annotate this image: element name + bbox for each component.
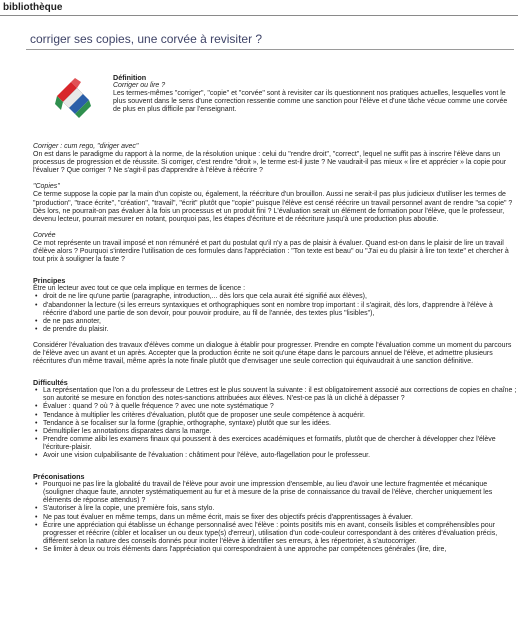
list-item: • Démultiplier les annotations disparates dans la marge. <box>43 428 517 436</box>
list-item: • d'abandonner la lecture (si les erreurs syntaxiques et orthographiques sont en nombre trop important : il s'agirait, dès lors, d'apprendre à l'élève à réécrire d'abord une partie de son devoir, pour pouvoir produire, au fil de l'année, des textes plus "lisibles"), <box>43 302 517 318</box>
preconisations-list <box>33 481 517 554</box>
list-item: • S'autoriser à lire la copie, une première fois, sans stylo. <box>43 505 517 513</box>
principes-heading: Principes <box>33 276 66 286</box>
title-divider <box>26 49 514 50</box>
list-item: • Avoir une vision culpabilisante de l'évaluation : châtiment pour l'élève, auto-flagellation pour le professeur. <box>43 452 517 460</box>
corvee-heading: Corvée <box>33 231 56 239</box>
principes-body: Considérer l'évaluation des travaux d'élèves comme un dialogue à établir pour progresser. Prendre en compte l'évaluation comme un moment du parcours de l'élève avec un avant et un après. Accepter que la production écrite ne soit qu'une étape dans le parcours annuel de l'élève, et admettre plusieurs réécritures d'un même travail, même après la note finale plutôt que d'envisager une seule correction qui équivaudrait à une sanction définitive. <box>33 341 512 366</box>
preconisations-heading: Préconisations <box>33 472 85 482</box>
definition-section <box>33 74 517 138</box>
list-item: • droit de ne lire qu'une partie (paragraphe, introduction,... dès lors que cela aurait été signifié aux élèves), <box>43 293 517 301</box>
list-item: • Se limiter à deux ou trois éléments dans l'appréciation qui correspondraient à une approche par compétences générales (lire, dire, <box>43 546 517 554</box>
definition-heading: Définition <box>113 73 147 82</box>
list-item: • Prendre comme alibi les examens finaux qui poussent à des exercices académiques et formatifs, plutôt que de chercher à développer chez l'élève l'écriture-plaisir. <box>43 436 517 452</box>
corriger-body: On est dans le paradigme du rapport à la norme, de la résolution unique : celui du "rendre droit", "correct", lequel ne suffit pas à inscrire l'élève dans un processus de progression et de réussite. Si corriger, c'est rendre "droit », le terme est-il juste ? Ne vaudrait-il pas mieux « lire et apprécier » la copie pour l'évaluer ? Que corriger ? Ne s'agit-il pas d'apprendre à l'élève à réécrire ? <box>33 151 507 175</box>
list-item: • Pourquoi ne pas lire la globalité du travail de l'élève pour avoir une impression d'ensemble, au lieu d'avoir une lecture fragmentée et mécanique (souligner chaque faute, annoter systématiquement au fur et à mesure de la prise de connaissance du travail de l'élève, chercher uniquement les éléments de réponse attendus) ? <box>43 481 517 505</box>
list-item: • Écrire une appréciation qui établisse un échange personnalisé avec l'élève : points positifs mis en avant, conseils lisibles et compréhensibles pour progresser et réécrire (cibler et localiser un ou deux type(s) d'erreur), utilisation d'un code-couleur correspondant à des critères d'évaluation précis, différent selon la nature des conseils donnés pour inciter l'élève à identifier ses erreurs, à les répertorier, à s'autocorriger. <box>43 522 517 546</box>
list-item: • Évaluer : quand ? où ? à quelle fréquence ? avec une note systématique ? <box>43 403 517 411</box>
list-item: • de prendre du plaisir. <box>43 326 517 334</box>
header-divider <box>0 15 518 16</box>
article-body <box>33 74 517 554</box>
definition-subheading: Corriger ou lire ? <box>113 82 166 90</box>
difficultes-heading: Difficultés <box>33 378 68 388</box>
list-item: • Tendance à se focaliser sur la forme (graphie, orthographe, syntaxe) plutôt que sur les idées. <box>43 420 517 428</box>
corvee-body: Ce mot représente un travail imposé et non rémunéré et part du postulat qu'il n'y a pas de plaisir à évaluer. Quand est-on dans le plaisir de lire un travail d'élève alors ? Pourquoi s'interdire l'utilisation de ces formules dans l'appréciation : "Ton texte est beau" ou "J'ai eu du plaisir à lire ton texte" et chercher à tout prix à souligner la faute ? <box>33 239 509 264</box>
logo-icon <box>51 76 95 120</box>
principes-list <box>33 293 517 333</box>
copies-body: Ce terme suppose la copie par la main d'un copiste ou, également, la réécriture d'un brouillon. Aussi ne serait-il pas plus judicieux d'utiliser les termes de "production", "trace écrite", "création", "travail", "écrit" plutôt que "copie" puisque l'élève est censé réécrire un travail personnel avant de rendre "sa copie" ? Dès lors, ne pourrait-on pas évaluer à la fois un processus et un produit fini ? L'évaluation serait un élément de formation pour l'élève, que le professeur, devenu lecteur, pourrait mesurer en notant, pourquoi pas, les étapes d'écriture et de réécriture jusqu'à une production plus aboutie. <box>33 191 513 223</box>
copies-heading: "Copies" <box>33 183 60 191</box>
list-item: • Ne pas tout évaluer en même temps, dans un même écrit, mais se fixer des objectifs précis d'apprentissages à évaluer. <box>43 514 517 522</box>
principes-intro: Être un lecteur avec tout ce que cela implique en termes de licence : <box>33 285 246 293</box>
list-item: • Tendance à multiplier les critères d'évaluation, plutôt que de proposer une seule compétence à acquérir. <box>43 412 517 420</box>
section-header <box>0 0 526 16</box>
list-item: • de ne pas annoter, <box>43 318 517 326</box>
page-title: corriger ses copies, une corvée à revisiter ? <box>30 32 263 46</box>
difficultes-list <box>33 387 517 460</box>
definition-body: Les termes-mêmes "corriger", "copie" et "corvée" sont à revisiter car ils questionnent nos pratiques actuelles, lesquelles vont le plus souvent dans le sens d'une correction ressentie comme une sanction pour l'élève et d'une tâche vécue comme une corvée de plus en plus difficile par l'enseignant. <box>113 90 508 114</box>
corriger-heading: Corriger : cum rego, "diriger avec" <box>33 143 139 150</box>
list-item: • La représentation que l'on a du professeur de Lettres est le plus souvent la suivante : il est obligatoirement associé aux corrections de copies en chaîne ; son autorité se mesure en fonction des notes-sanctions attribuées aux élèves. N'est-ce pas là un cliché à dépasser ? <box>43 387 517 403</box>
section-label: bibliothèque <box>3 2 63 13</box>
